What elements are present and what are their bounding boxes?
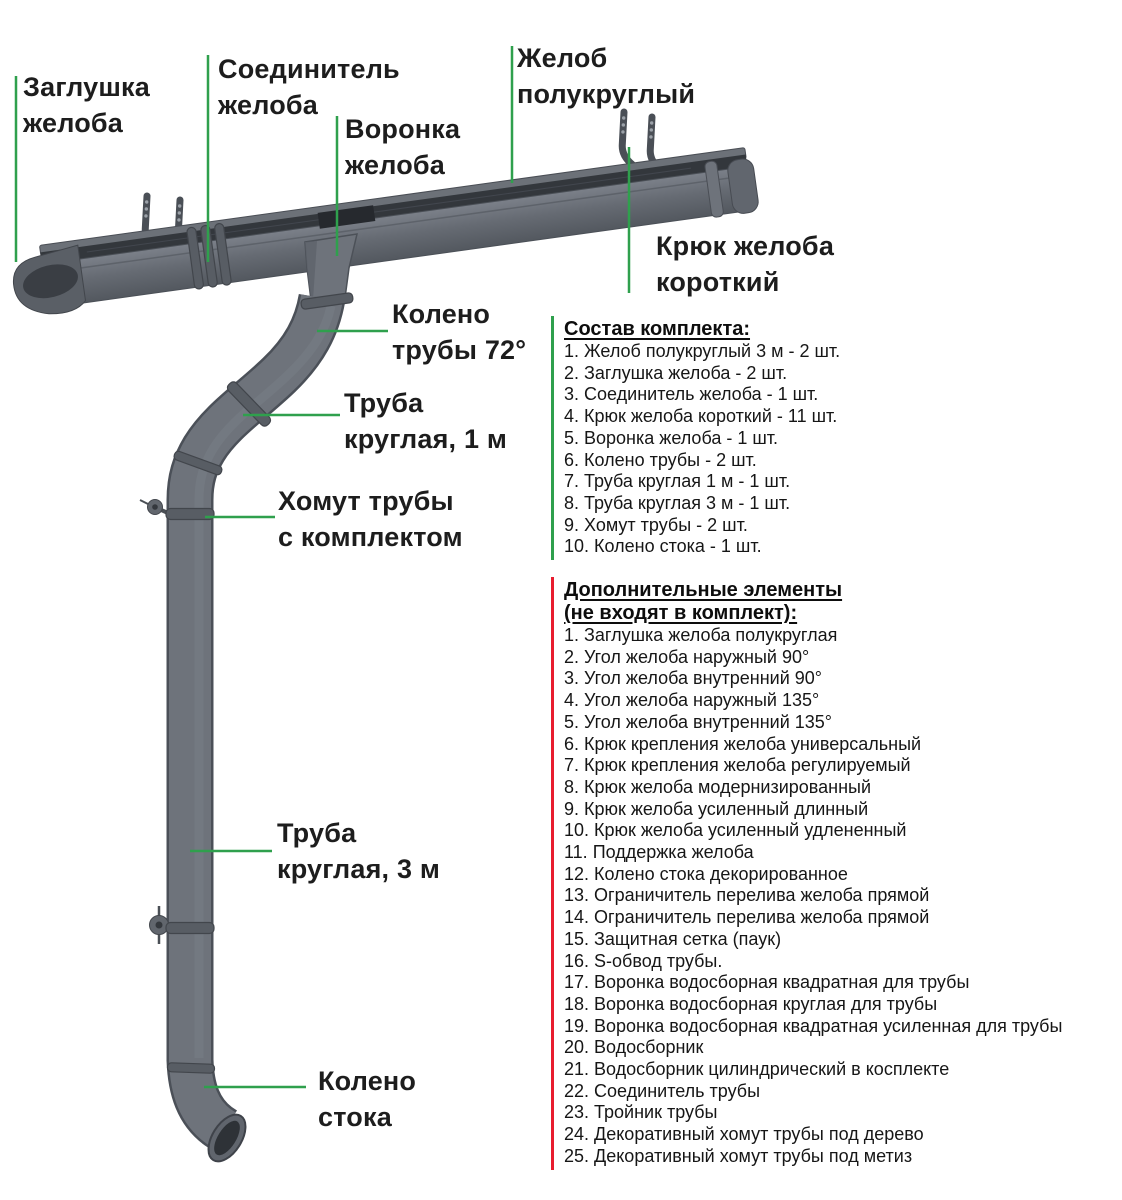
- label-line: Заглушка: [23, 72, 150, 102]
- label-gutter-funnel: [345, 111, 460, 183]
- label-line: круглая, 3 м: [277, 854, 441, 884]
- extras-item: 1. Заглушка желоба полукруглая: [564, 625, 838, 645]
- label-short-gutter-hook: [656, 228, 834, 300]
- extras-item: 14. Ограничитель перелива желоба прямой: [564, 907, 930, 928]
- extras-item: 12. Колено стока декорированное: [564, 863, 848, 884]
- label-line: с комплектом: [278, 522, 463, 552]
- label-line: Крюк желоба: [656, 231, 835, 261]
- extras-item: 4. Угол желоба наружный 135°: [564, 690, 820, 711]
- extras-item: 9. Крюк желоба усиленный длинный: [564, 798, 869, 819]
- extras-title-line1: Дополнительные элементы: [564, 579, 843, 601]
- extras-item: 21. Водосборник цилиндрический в косплекте: [564, 1059, 950, 1080]
- label-line: стока: [318, 1102, 392, 1132]
- label-line: Желоб: [517, 43, 608, 73]
- gutter-left-cap: [9, 245, 86, 319]
- label-gutter-end-cap: [23, 69, 150, 141]
- extras-item: 18. Воронка водосборная круглая для трубы: [564, 993, 938, 1014]
- extras-panel: [551, 577, 1062, 1170]
- label-round-pipe-3m: [277, 815, 440, 887]
- label-line: желоба: [345, 150, 445, 180]
- label-line: Колено: [318, 1066, 417, 1096]
- kit-item: 3. Соединитель желоба - 1 шт.: [564, 384, 819, 405]
- extras-item: 5. Угол желоба внутренний 135°: [564, 711, 832, 732]
- extras-items-list: [564, 625, 1062, 1168]
- kit-item: 10. Колено стока - 1 шт.: [564, 536, 762, 557]
- extras-item: 16. S-обвод трубы.: [564, 950, 723, 971]
- extras-item: 20. Водосборник: [564, 1037, 704, 1058]
- label-pipe-elbow-72: [392, 296, 526, 368]
- extras-item: 2. Угол желоба наружный 90°: [564, 646, 810, 667]
- kit-item: 1. Желоб полукруглый 3 м - 2 шт.: [564, 341, 841, 361]
- kit-items-list: [564, 341, 840, 558]
- label-line: желоба: [23, 108, 123, 138]
- kit-item: 6. Колено трубы - 2 шт.: [564, 449, 757, 470]
- extras-item: 11. Поддержка желоба: [564, 842, 754, 863]
- downpipe: [140, 292, 353, 1167]
- extras-item: 15. Защитная сетка (паук): [564, 928, 782, 949]
- label-line: круглая, 1 м: [344, 424, 508, 454]
- label-round-pipe-1m: [344, 385, 507, 457]
- extras-item: 6. Крюк крепления желоба универсальный: [564, 733, 922, 754]
- extras-item: 10. Крюк желоба усиленный удлененный: [564, 820, 907, 841]
- label-line: трубы 72°: [392, 335, 527, 365]
- label-half-round-gutter: [517, 40, 695, 112]
- kit-item: 4. Крюк желоба короткий - 11 шт.: [564, 406, 838, 427]
- extras-item: 19. Воронка водосборная квадратная усиленная для трубы: [564, 1015, 1063, 1036]
- pipe-joint-ring: [167, 1063, 214, 1074]
- kit-item: 9. Хомут трубы - 2 шт.: [564, 514, 748, 535]
- kit-contents-title: Состав комплекта:: [564, 318, 751, 340]
- label-line: Соединитель: [218, 54, 400, 84]
- gutter-hook-icon: [620, 112, 635, 165]
- extras-title-line2: (не входят в комплект):: [564, 602, 798, 624]
- label-line: Хомут трубы: [278, 486, 454, 516]
- extras-item: 22. Соединитель трубы: [564, 1080, 761, 1101]
- kit-item: 7. Труба круглая 1 м - 1 шт.: [564, 471, 791, 492]
- kit-item: 2. Заглушка желоба - 2 шт.: [564, 362, 788, 383]
- extras-item: 13. Ограничитель перелива желоба прямой: [564, 885, 930, 906]
- kit-item: 5. Воронка желоба - 1 шт.: [564, 427, 779, 448]
- extras-item: 7. Крюк крепления желоба регулируемый: [564, 755, 911, 776]
- gutter-funnel-shape: [305, 234, 357, 302]
- label-outlet-elbow: [318, 1063, 416, 1135]
- extras-item: 17. Воронка водосборная квадратная для трубы: [564, 972, 970, 993]
- label-line: Труба: [277, 818, 357, 848]
- label-line: полукруглый: [517, 79, 696, 109]
- kit-item: 8. Труба круглая 3 м - 1 шт.: [564, 492, 791, 513]
- label-line: короткий: [656, 267, 780, 297]
- extras-item: 23. Тройник трубы: [564, 1102, 718, 1123]
- kit-contents-panel: [551, 316, 840, 560]
- label-line: Воронка: [345, 114, 461, 144]
- extras-item: 25. Декоративный хомут трубы под метиз: [564, 1145, 913, 1166]
- extras-item: 8. Крюк желоба модернизированный: [564, 776, 872, 797]
- extras-item: 3. Угол желоба внутренний 90°: [564, 668, 822, 689]
- label-line: Колено: [392, 299, 491, 329]
- label-pipe-clamp: [278, 483, 463, 555]
- label-line: Труба: [344, 388, 424, 418]
- extras-item: 24. Декоративный хомут трубы под дерево: [564, 1124, 924, 1145]
- label-line: желоба: [218, 90, 318, 120]
